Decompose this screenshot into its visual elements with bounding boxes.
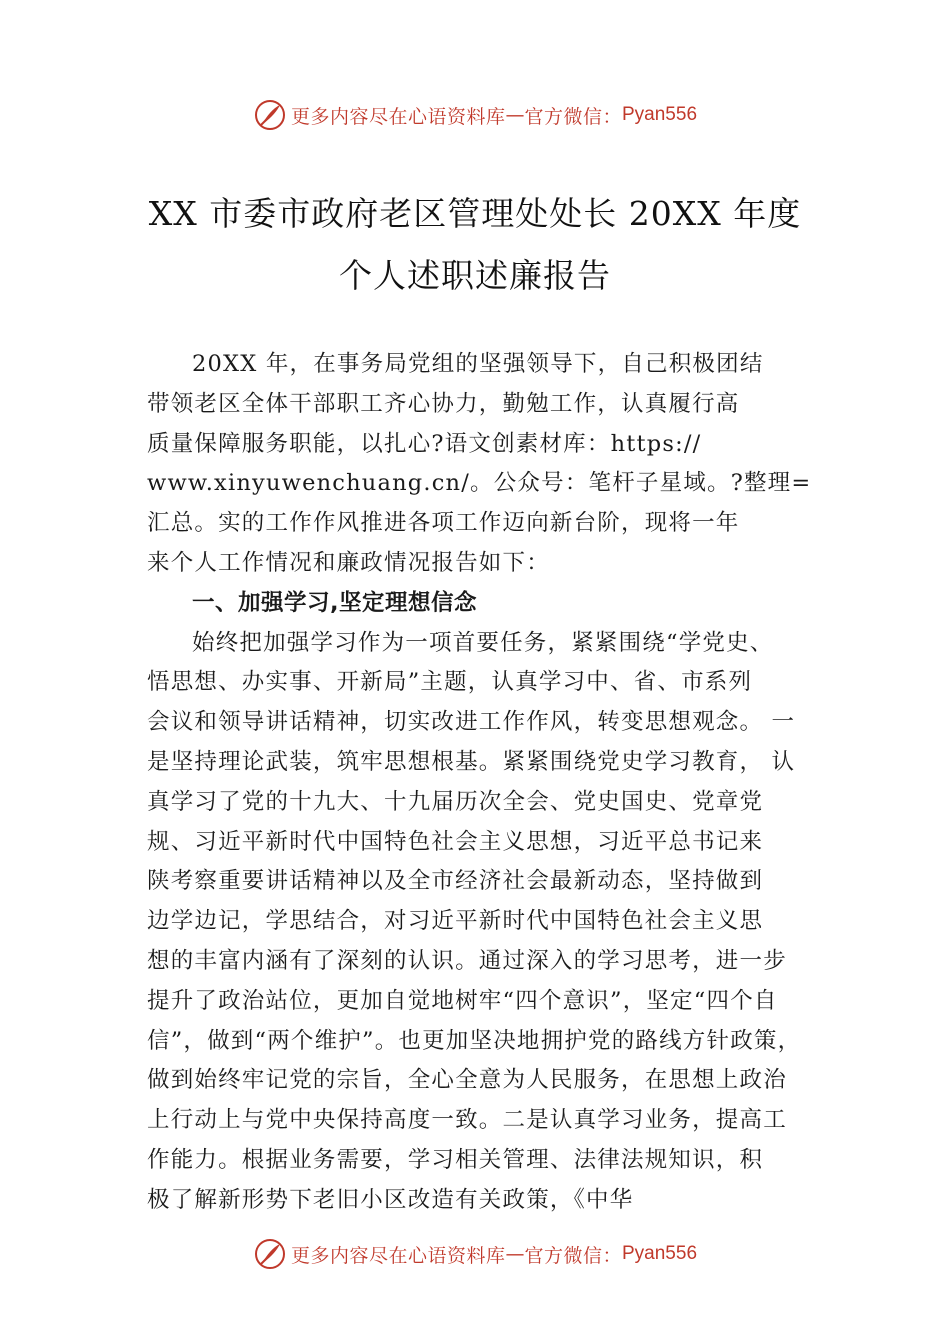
- watermark-banner-top: [0, 95, 950, 135]
- body-line: 想的丰富内涵有了深刻的认识。通过深入的学习思考，进一步: [147, 947, 787, 974]
- body-line: 来个人工作情况和廉政情况报告如下：: [147, 549, 550, 576]
- document-body: [147, 345, 827, 1221]
- body-line: www.xinyuwenchuang.cn/。公众号：笔杆子星域。?整理=: [147, 470, 812, 497]
- watermark-separator: —: [505, 104, 525, 126]
- body-line: 极了解新形势下老旧小区改造有关政策，《中华: [147, 1186, 634, 1213]
- watermark-separator: —: [505, 1243, 525, 1265]
- section-heading: 一、加强学习,坚定理想信念: [192, 589, 478, 616]
- body-line: 会议和领导讲话精神，切实改进工作作风，转变思想观念。 一: [147, 709, 796, 736]
- body-line: 带领老区全体干部职工齐心协力，勤勉工作，认真履行高: [147, 390, 740, 417]
- watermark-label: 官方微信：: [524, 105, 622, 128]
- watermark-label: 官方微信：: [524, 1244, 622, 1267]
- body-line: 陕考察重要讲话精神以及全市经济社会最新动态，坚持做到: [147, 868, 764, 895]
- feather-pen-icon: [253, 98, 287, 132]
- body-line: 提升了政治站位，更加自觉地树牢“四个意识”，坚定“四个自: [147, 987, 778, 1014]
- watermark-banner-bottom: [0, 1234, 950, 1274]
- document-title-line-1: XX 市委市政府老区管理处处长 20XX 年度: [148, 194, 802, 233]
- body-line: 做到始终牢记党的宗旨，全心全意为人民服务，在思想上政治: [147, 1067, 787, 1094]
- body-line: 信”，做到“两个维护”。也更加坚决地拥护党的路线方针政策，: [147, 1027, 802, 1054]
- watermark-wechat-id: Pyan556: [622, 104, 698, 125]
- watermark-text: 更多内容尽在心语资料库: [290, 1244, 506, 1267]
- watermark-wechat-id: Pyan556: [622, 1243, 698, 1264]
- body-line: 是坚持理论武装，筑牢思想根基。紧紧围绕党史学习教育， 认: [147, 748, 796, 775]
- body-line: 始终把加强学习作为一项首要任务，紧紧围绕“学党史、: [192, 629, 774, 656]
- body-line: 汇总。实的工作作风推进各项工作迈向新台阶，现将一年: [147, 510, 740, 537]
- body-line: 作能力。根据业务需要，学习相关管理、法律法规知识，积: [147, 1146, 764, 1173]
- document-title-line-2: 个人述职述廉报告: [339, 256, 611, 295]
- body-line: 规、习近平新时代中国特色社会主义思想，习近平总书记来: [147, 828, 764, 855]
- feather-pen-icon: [253, 1237, 287, 1271]
- body-line: 边学边记，学思结合，对习近平新时代中国特色社会主义思: [147, 908, 764, 935]
- body-line: 质量保障服务职能，以扎心?语文创素材库：https://: [147, 430, 702, 457]
- watermark-text: 更多内容尽在心语资料库: [290, 105, 506, 128]
- body-line: 真学习了党的十九大、十九届历次全会、党史国史、党章党: [147, 788, 764, 815]
- body-line: 上行动上与党中央保持高度一致。二是认真学习业务，提高工: [147, 1107, 787, 1134]
- body-line: 悟思想、办实事、开新局”主题，认真学习中、省、市系列: [147, 669, 753, 696]
- body-line: 20XX 年，在事务局党组的坚强领导下，自己积极团结: [192, 351, 764, 377]
